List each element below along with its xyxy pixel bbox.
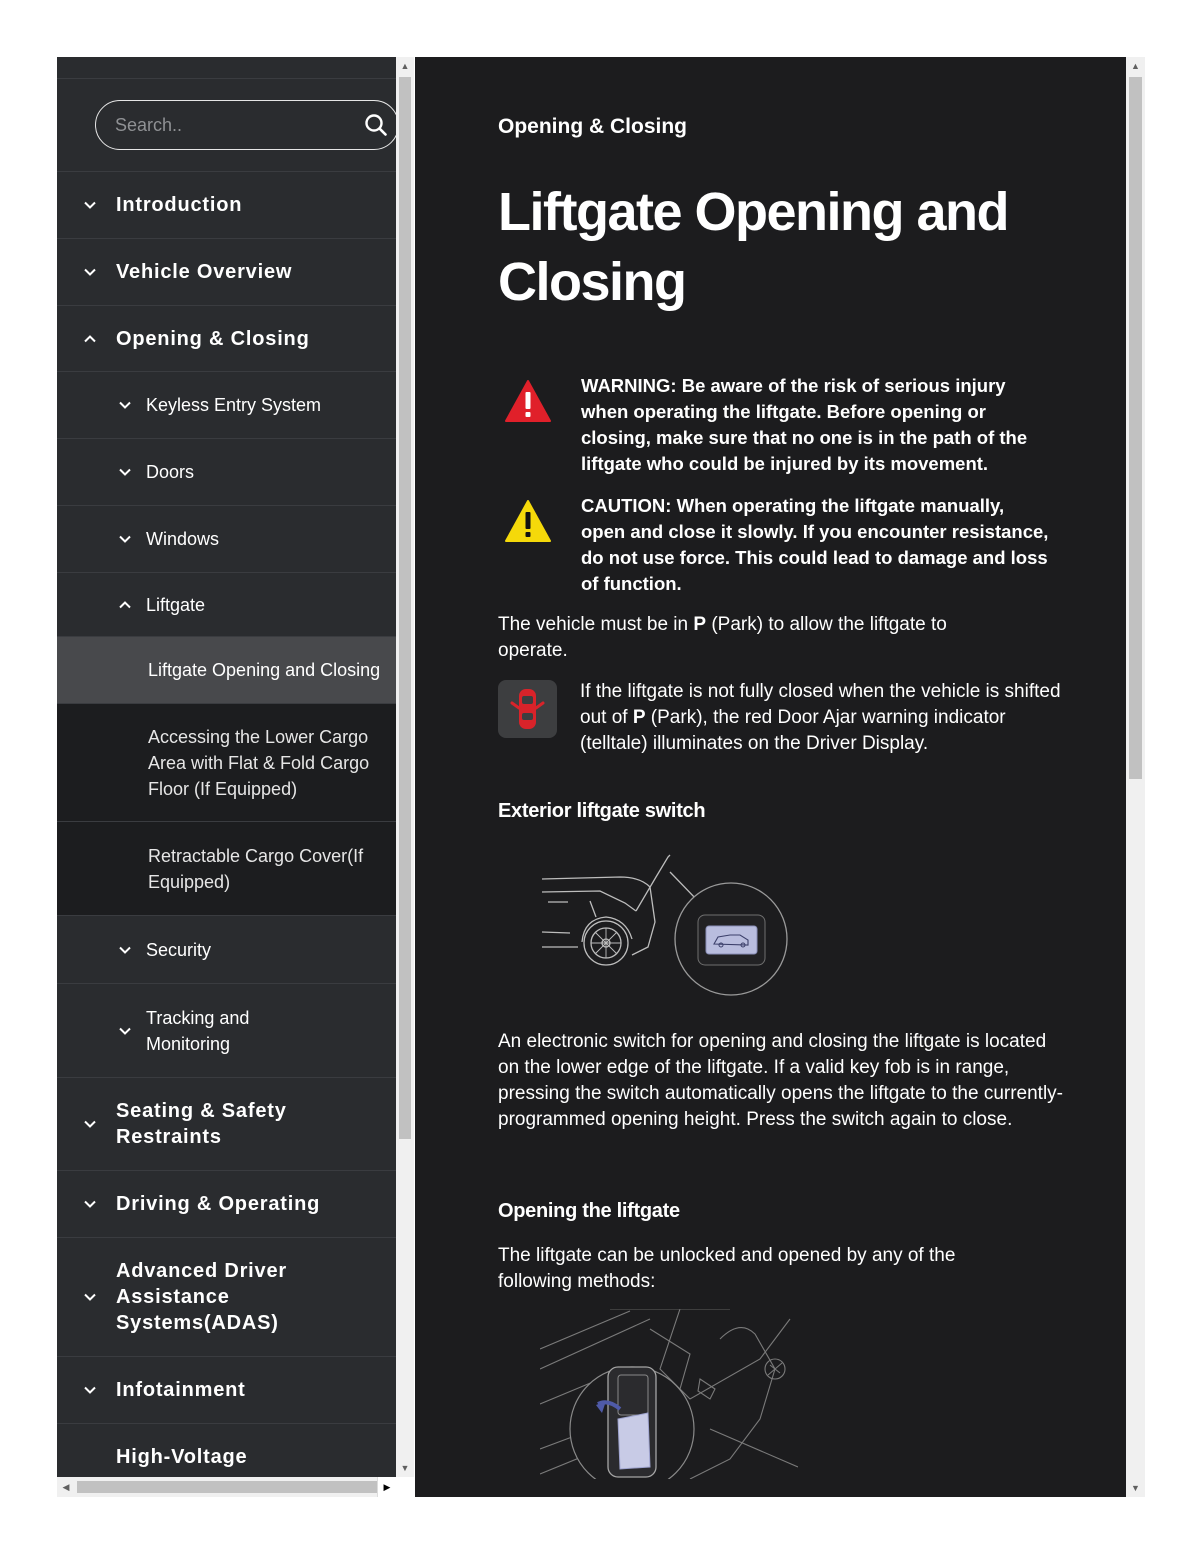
sidebar-item-label: Liftgate Opening and Closing	[148, 660, 381, 680]
sidebar-item-opening-closing[interactable]	[57, 306, 396, 372]
sidebar-item-label: Opening & Closing	[116, 327, 310, 350]
sidebar-item-liftgate[interactable]	[57, 573, 396, 637]
sidebar-item-lower-cargo[interactable]	[57, 704, 396, 822]
sidebar-item-label: Infotainment	[116, 1379, 246, 1401]
chevron-down-icon	[118, 1024, 132, 1038]
sidebar-item-security[interactable]	[57, 916, 396, 984]
telltale-gear-label: P	[632, 707, 646, 728]
chevron-down-icon	[83, 1197, 97, 1211]
chevron-down-icon	[83, 1383, 97, 1397]
chevron-down-icon	[83, 198, 97, 212]
telltale-text-pre: If the liftgate is not fully closed when the vehicle is shifted out of	[580, 681, 1061, 728]
sidebar-item-label: Accessing the Lower Cargo Area with Flat & Fold Cargo Floor (If Equipped)	[148, 726, 370, 799]
sidebar-item-tracking-monitoring[interactable]	[57, 984, 396, 1078]
sidebar-item-label: Security	[146, 939, 212, 960]
main-scroll-thumb[interactable]	[1129, 77, 1142, 779]
park-gear-label: P	[693, 614, 707, 635]
park-text-pre: The vehicle must be in	[498, 614, 694, 635]
sidebar-horizontal-scrollbar[interactable]	[57, 1477, 396, 1497]
sidebar-item-doors[interactable]	[57, 439, 396, 506]
chevron-down-icon	[83, 1290, 97, 1304]
chevron-down-icon	[83, 265, 97, 279]
sidebar-item-label: Keyless Entry System	[146, 395, 322, 415]
scroll-up-arrow-icon[interactable]: ▲	[1131, 61, 1140, 71]
sidebar-item-cargo-cover[interactable]	[57, 822, 396, 916]
caution-yellow-triangle-icon	[504, 499, 552, 543]
sidebar-item-label: Doors	[146, 462, 195, 482]
search-icon[interactable]	[364, 113, 388, 137]
search-container	[57, 79, 396, 172]
sidebar-item-label: Windows	[146, 529, 220, 549]
sidebar-item-label: Retractable Cargo Cover(If Equipped)	[148, 845, 364, 892]
chevron-down-icon	[118, 532, 132, 546]
chevron-down-icon	[83, 1117, 97, 1131]
exterior-switch-heading: Exterior liftgate switch	[498, 800, 706, 822]
sidebar-item-vehicle-overview[interactable]	[57, 239, 396, 306]
switch-paragraph: An electronic switch for opening and closing the liftgate is located on the lower edge of the liftgate. If a valid key fob is in range, pressing the switch automatically opens the liftgate to the currently-programmed opening height. Press the switch again to close.	[498, 1031, 1064, 1130]
sidebar-item-label: Seating & Safety Restraints	[116, 1100, 287, 1148]
chevron-up-icon	[83, 332, 97, 346]
chevron-down-icon	[118, 465, 132, 479]
chevron-down-icon	[118, 943, 132, 957]
scroll-left-arrow-icon[interactable]: ◀	[62, 1482, 70, 1492]
opening-liftgate-illustration	[540, 1309, 798, 1479]
sidebar-item-adas[interactable]	[57, 1238, 396, 1357]
chevron-down-icon	[118, 398, 132, 412]
sidebar-item-label: High-Voltage	[116, 1446, 248, 1468]
main-content	[415, 57, 1126, 1497]
telltale-paragraph	[580, 679, 1070, 757]
sidebar-item-seating-safety[interactable]	[57, 1078, 396, 1171]
sidebar-item-label: Liftgate	[146, 594, 206, 615]
sidebar-hscroll-thumb[interactable]	[77, 1481, 377, 1493]
opening-paragraph: The liftgate can be unlocked and opened by any of the following methods:	[498, 1245, 956, 1292]
page-title: Liftgate Opening and Closing	[498, 182, 1008, 312]
search-input[interactable]	[95, 100, 396, 150]
telltale-text-post: (Park), the red Door Ajar warning indicator (telltale) illuminates on the Driver Display.	[580, 707, 1006, 754]
sidebar-vertical-scrollbar[interactable]	[396, 57, 414, 1477]
sidebar-item-label: Driving & Operating	[116, 1193, 321, 1215]
sidebar-scroll-thumb[interactable]	[399, 77, 411, 1139]
park-paragraph	[498, 612, 1018, 664]
park-text-post: (Park) to allow the liftgate to operate.	[498, 614, 947, 661]
sidebar-item-label: Introduction	[116, 194, 243, 216]
scroll-down-arrow-icon[interactable]: ▼	[1131, 1483, 1140, 1493]
sidebar-top-strip	[57, 57, 396, 79]
scroll-right-arrow-icon[interactable]: ▶	[377, 1477, 396, 1497]
sidebar-item-keyless-entry[interactable]	[57, 372, 396, 439]
caution-text: CAUTION: When operating the liftgate manually, open and close it slowly. If you encounter resistance, do not use force. This could lead to damage and loss of function.	[581, 495, 1049, 594]
warning-red-triangle-icon	[504, 379, 552, 423]
sidebar-item-high-voltage[interactable]	[57, 1424, 396, 1477]
sidebar-item-introduction[interactable]	[57, 172, 396, 239]
sidebar-item-infotainment[interactable]	[57, 1357, 396, 1424]
sidebar-item-windows[interactable]	[57, 506, 396, 573]
sidebar-item-driving-operating[interactable]	[57, 1171, 396, 1238]
sidebar-item-label: Advanced Driver Assistance Systems(ADAS)	[116, 1260, 287, 1334]
scroll-up-arrow-icon[interactable]: ▲	[400, 61, 410, 71]
sidebar-item-label: Vehicle Overview	[116, 261, 293, 283]
door-ajar-telltale-icon	[498, 680, 557, 738]
sidebar-item-label: Tracking and Monitoring	[146, 1007, 250, 1054]
chevron-up-icon	[118, 598, 132, 612]
scroll-down-arrow-icon[interactable]: ▼	[400, 1463, 410, 1473]
exterior-switch-illustration	[540, 847, 800, 999]
sidebar-item-liftgate-opening-closing[interactable]	[57, 637, 396, 704]
warning-text: WARNING: Be aware of the risk of serious injury when operating the liftgate. Before opening or closing, make sure that no one is in the path of the liftgate who could be injured by its movement.	[581, 375, 1028, 474]
breadcrumb[interactable]: Opening & Closing	[498, 115, 687, 138]
search-placeholder: Search..	[115, 114, 183, 135]
opening-heading: Opening the liftgate	[498, 1200, 680, 1222]
sidebar-nav	[57, 57, 396, 1477]
main-vertical-scrollbar[interactable]	[1126, 57, 1145, 1497]
